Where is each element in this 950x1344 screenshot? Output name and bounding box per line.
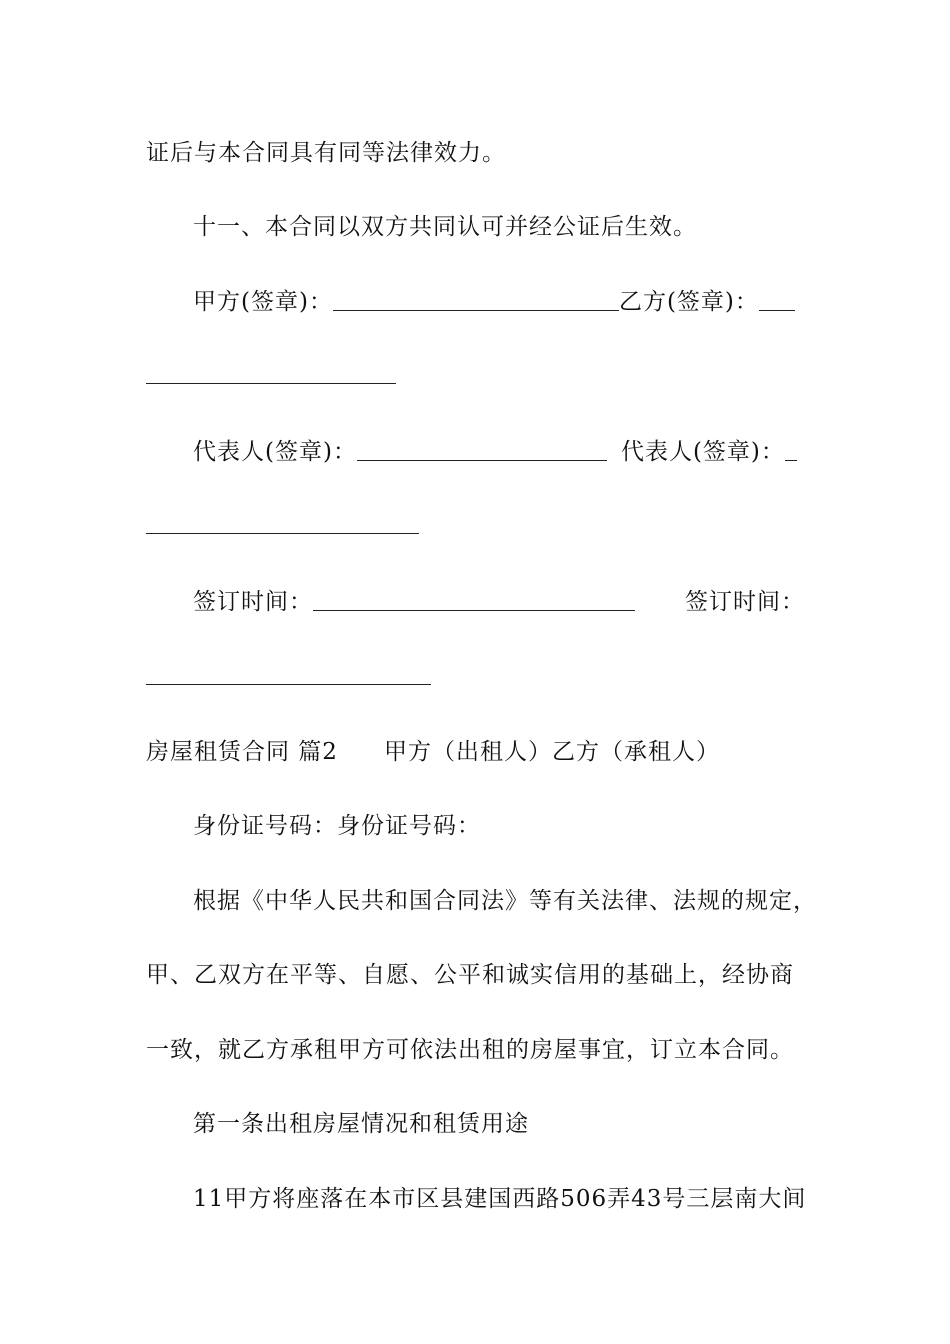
rep-b-signature-label: 代表人(签章)： xyxy=(620,439,785,465)
section-heading-row xyxy=(146,737,720,767)
party-a-signature-blank xyxy=(333,288,619,311)
paragraph-line: 一致，就乙方承租甲方可依法出租的房屋事宜，订立本合同。 xyxy=(146,1037,794,1063)
text-line: 证后与本合同具有同等法律效力。 xyxy=(146,140,506,166)
rep-a-signature-label: 代表人(签章)： xyxy=(193,439,357,465)
section2-parties: 甲方（出租人）乙方（承租人） xyxy=(383,739,720,765)
date-b-label: 签订时间： xyxy=(685,589,805,615)
rep-a-signature-blank xyxy=(357,438,607,461)
date-b-blank xyxy=(146,684,431,685)
signature-row-representatives xyxy=(193,437,797,467)
clause-eleven: 十一、本合同以双方共同认可并经公证后生效。 xyxy=(193,214,697,240)
paragraph-line: 甲、乙双方在平等、自愿、公平和诚实信用的基础上，经协商 xyxy=(146,962,794,988)
date-a-blank xyxy=(313,588,635,611)
signature-row-parties xyxy=(193,287,795,317)
party-b-signature-blank-continued xyxy=(146,383,396,384)
party-a-signature-label: 甲方(签章)： xyxy=(193,289,333,315)
rep-b-signature-blank-continued xyxy=(146,533,419,534)
signature-row-dates xyxy=(193,587,805,617)
article-one-clause: 11甲方将座落在本市区县建国西路506弄43号三层南大间 xyxy=(193,1186,807,1212)
rep-b-signature-blank xyxy=(785,438,797,461)
party-b-signature-blank xyxy=(759,288,795,311)
id-number-line: 身份证号码：身份证号码： xyxy=(193,813,481,839)
party-b-signature-label: 乙方(签章)： xyxy=(618,289,759,315)
paragraph-line: 根据《中华人民共和国合同法》等有关法律、法规的规定， xyxy=(193,888,817,914)
section2-title: 房屋租赁合同 篇2 xyxy=(146,739,338,765)
article-one-heading: 第一条出租房屋情况和租赁用途 xyxy=(193,1111,529,1137)
date-a-label: 签订时间： xyxy=(193,589,313,615)
